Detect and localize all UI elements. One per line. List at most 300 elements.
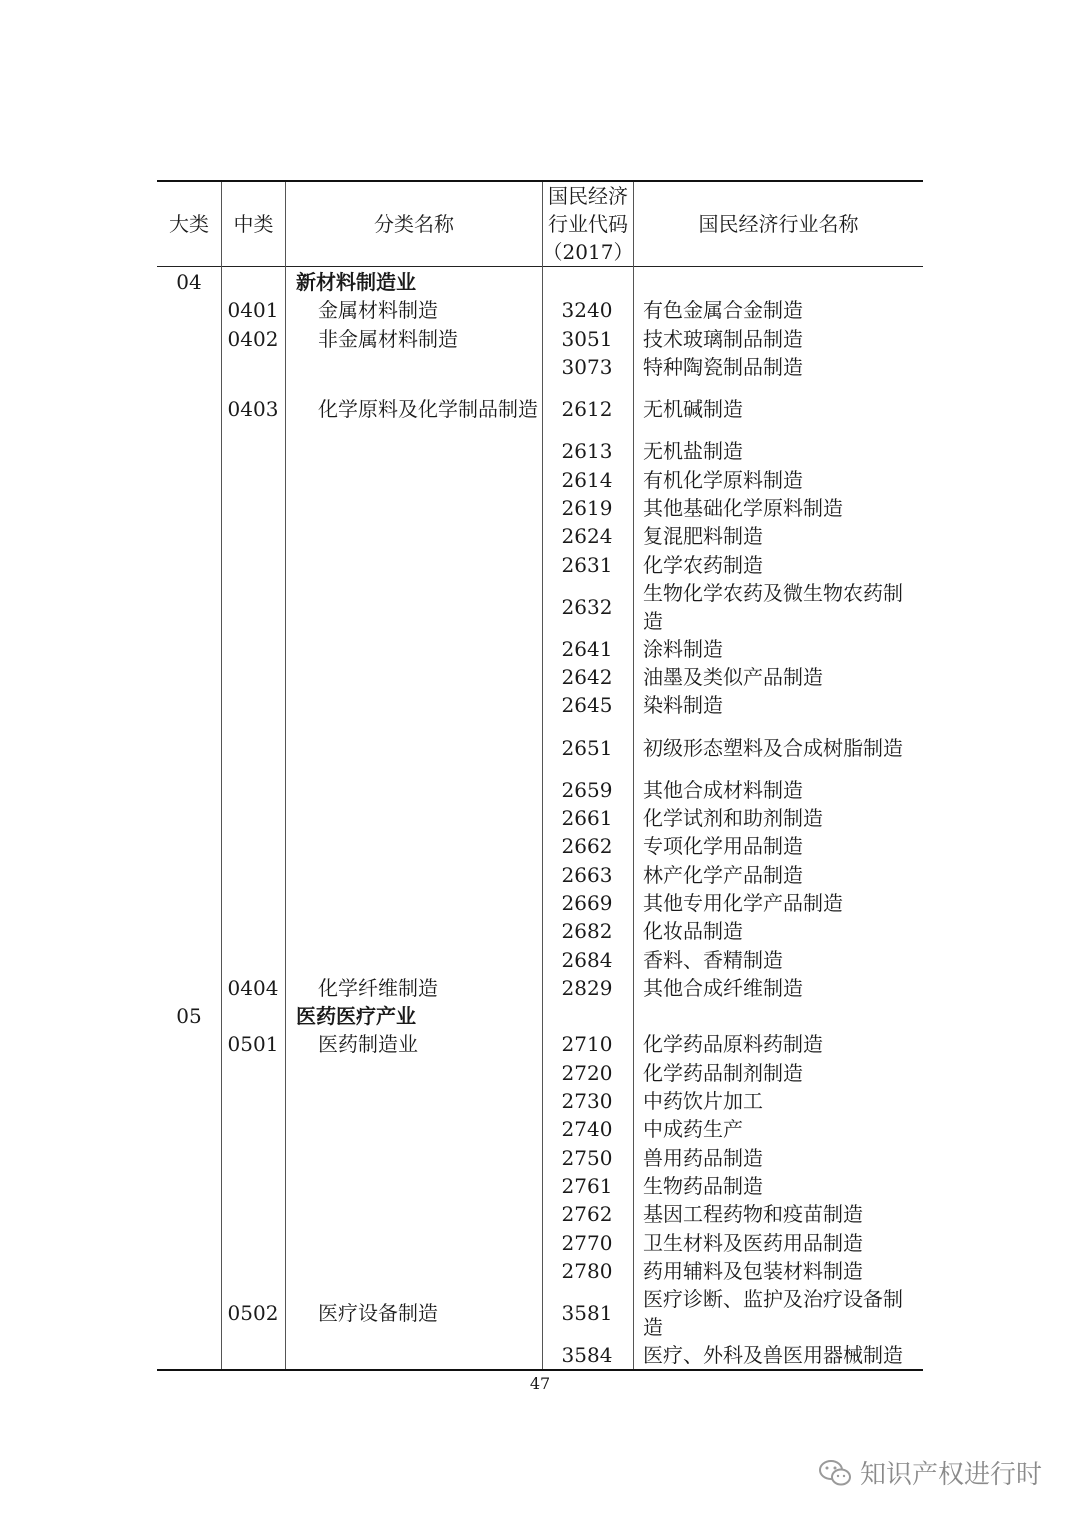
industry-code-cell-text: 2669: [561, 890, 613, 915]
industry-name-cell-text: 无机碱制造: [643, 397, 743, 422]
category-name-cell: [296, 296, 541, 324]
industry-name-cell: [643, 663, 919, 691]
category-name-cell: [296, 889, 541, 917]
industry-code-cell: [547, 550, 627, 578]
industry-code-cell: [547, 776, 627, 804]
table-bottom-rule: [157, 1369, 923, 1371]
category-name-cell: [296, 1059, 541, 1087]
industry-code-cell: [547, 1115, 627, 1143]
industry-name-cell-text: 技术玻璃制品制造: [643, 326, 803, 351]
industry-code-cell: [547, 522, 627, 550]
industry-code-cell: [547, 1172, 627, 1200]
major-code-cell: [157, 579, 221, 635]
major-code-cell: [157, 945, 221, 973]
industry-name-cell: [643, 861, 919, 889]
category-name-cell: [296, 381, 541, 437]
middle-code-cell: [222, 776, 284, 804]
major-code-cell: [157, 804, 221, 832]
major-code-cell: [157, 1115, 221, 1143]
header-code-line3: （2017）: [542, 240, 634, 264]
industry-name-cell: [643, 325, 919, 353]
table-row: [157, 296, 923, 324]
category-name-cell: [296, 1087, 541, 1115]
industry-name-cell-text: 其他专用化学产品制造: [643, 890, 843, 915]
industry-code-cell: [547, 1002, 627, 1030]
major-code-cell: [157, 691, 221, 719]
category-name-cell: [296, 1200, 541, 1228]
industry-code-cell-text: 2651: [561, 735, 613, 760]
industry-code-cell-text: 2780: [561, 1258, 613, 1283]
middle-code-cell: [222, 1285, 284, 1341]
category-name-cell: [296, 325, 541, 353]
middle-code-cell: [222, 720, 284, 776]
middle-code-cell: [222, 1030, 284, 1058]
table-row: [157, 720, 923, 776]
industry-name-cell-text: 有机化学原料制造: [643, 467, 803, 492]
industry-name-cell-text: 无机盐制造: [643, 439, 743, 464]
industry-code-cell-text: 2642: [561, 665, 613, 690]
major-code-cell: [157, 494, 221, 522]
industry-code-cell: [547, 974, 627, 1002]
industry-code-cell-text: 2762: [561, 1202, 613, 1227]
major-code-cell: [157, 381, 221, 437]
industry-name-cell: [643, 917, 919, 945]
major-code-cell: [157, 889, 221, 917]
major-code-cell: [157, 1285, 221, 1341]
category-name-cell: [296, 804, 541, 832]
industry-code-cell-text: 2645: [561, 693, 613, 718]
category-name-cell: [296, 579, 541, 635]
middle-code-cell: [222, 691, 284, 719]
table-row: [157, 1200, 923, 1228]
category-name-cell: [296, 917, 541, 945]
major-code-cell: [157, 1087, 221, 1115]
table-row: [157, 1030, 923, 1058]
industry-code-cell: [547, 663, 627, 691]
industry-name-cell: [643, 804, 919, 832]
table-header-rule: [157, 266, 923, 267]
category-name-cell: [296, 832, 541, 860]
middle-code-cell: [222, 861, 284, 889]
category-name-cell: [296, 691, 541, 719]
industry-code-cell: [547, 720, 627, 776]
industry-name-cell-text: 其他合成材料制造: [643, 777, 803, 802]
category-name-cell: [296, 635, 541, 663]
middle-code-cell-text: 0402: [227, 326, 279, 351]
table-row: [157, 325, 923, 353]
industry-code-cell-text: 2641: [561, 636, 613, 661]
major-code-cell: [157, 268, 221, 296]
table-row: [157, 381, 923, 437]
industry-name-cell: [643, 550, 919, 578]
industry-name-cell-text: 化学试剂和助剂制造: [643, 806, 823, 831]
table-row: [157, 1144, 923, 1172]
industry-code-cell-text: 2750: [561, 1145, 613, 1170]
industry-name-cell-text: 林产化学产品制造: [643, 862, 803, 887]
watermark: [818, 1454, 1042, 1491]
header-major: 大类: [169, 212, 209, 236]
major-code-cell: [157, 861, 221, 889]
industry-code-cell: [547, 832, 627, 860]
category-name-cell: [296, 353, 541, 381]
middle-code-cell: [222, 832, 284, 860]
industry-name-cell: [643, 720, 919, 776]
middle-code-cell: [222, 1144, 284, 1172]
industry-name-cell: [643, 466, 919, 494]
industry-code-cell: [547, 268, 627, 296]
middle-code-cell: [222, 494, 284, 522]
middle-code-cell-text: 0502: [227, 1301, 279, 1325]
table-row: [157, 1059, 923, 1087]
category-name-cell: [296, 974, 541, 1002]
table-row: [157, 466, 923, 494]
middle-code-cell: [222, 268, 284, 296]
industry-name-cell: [643, 1059, 919, 1087]
category-name-cell: [296, 1285, 541, 1341]
major-code-cell: [157, 1341, 221, 1369]
table-row: [157, 1002, 923, 1030]
major-code-cell: [157, 832, 221, 860]
category-name-cell: [296, 663, 541, 691]
table-row: [157, 579, 923, 635]
category-name-cell: [296, 437, 541, 465]
industry-code-cell-text: 2740: [561, 1117, 613, 1142]
middle-code-cell-text: 0404: [227, 975, 279, 1000]
middle-code-cell: [222, 325, 284, 353]
category-name-cell-text: 医药医疗产业: [296, 1004, 416, 1029]
industry-name-cell: [643, 579, 919, 635]
major-code-cell: [157, 325, 221, 353]
industry-code-cell-text: 3073: [561, 355, 613, 380]
industry-code-cell: [547, 861, 627, 889]
industry-name-cell: [643, 296, 919, 324]
industry-name-cell: [643, 776, 919, 804]
middle-code-cell: [222, 1228, 284, 1256]
industry-name-cell-text: 药用辅料及包装材料制造: [643, 1258, 863, 1283]
table-row: [157, 1087, 923, 1115]
industry-name-cell: [643, 1257, 919, 1285]
industry-name-cell: [643, 268, 919, 296]
industry-code-cell: [547, 1030, 627, 1058]
category-name-cell-text: 新材料制造业: [296, 270, 416, 295]
table-row: [157, 522, 923, 550]
header-industry-code: [543, 182, 633, 266]
middle-code-cell: [222, 917, 284, 945]
industry-name-cell: [643, 1115, 919, 1143]
category-name-cell-text: 非金属材料制造: [318, 326, 458, 351]
industry-name-cell-text: 生物化学农药及微生物农药制造: [643, 580, 903, 633]
major-code-cell: [157, 550, 221, 578]
industry-code-cell-text: 2663: [561, 862, 613, 887]
header-industry-name: 国民经济行业名称: [698, 212, 859, 236]
industry-code-cell: [547, 1200, 627, 1228]
category-name-cell: [296, 268, 541, 296]
industry-name-cell-text: 卫生材料及医药用品制造: [643, 1230, 863, 1255]
category-name-cell: [296, 776, 541, 804]
industry-name-cell: [643, 1144, 919, 1172]
major-code-cell: [157, 1002, 221, 1030]
middle-code-cell-text: 0501: [227, 1032, 279, 1057]
middle-code-cell: [222, 1087, 284, 1115]
middle-code-cell: [222, 1341, 284, 1369]
middle-code-cell: [222, 296, 284, 324]
header-code-line2: 行业代码: [548, 212, 628, 236]
table-row: [157, 437, 923, 465]
industry-code-cell: [547, 804, 627, 832]
industry-name-cell: [643, 889, 919, 917]
major-code-cell: [157, 635, 221, 663]
category-name-cell: [296, 1002, 541, 1030]
header-middle: 中类: [233, 212, 274, 236]
industry-name-cell-text: 染料制造: [643, 693, 723, 718]
industry-code-cell: [547, 945, 627, 973]
industry-name-cell: [643, 1172, 919, 1200]
industry-code-cell-text: 2619: [561, 495, 613, 520]
table-row: [157, 494, 923, 522]
industry-code-cell-text: 2612: [561, 397, 613, 422]
industry-code-cell-text: 2730: [561, 1089, 613, 1114]
industry-name-cell: [643, 974, 919, 1002]
industry-name-cell: [643, 1002, 919, 1030]
industry-name-cell-text: 复混肥料制造: [643, 524, 763, 549]
middle-code-cell: [222, 1115, 284, 1143]
major-code-cell: [157, 296, 221, 324]
industry-code-cell-text: 2662: [561, 834, 613, 859]
category-name-cell: [296, 1172, 541, 1200]
industry-code-cell-text: 3240: [561, 298, 613, 323]
industry-code-cell-text: 2770: [561, 1230, 613, 1255]
middle-code-cell: [222, 550, 284, 578]
industry-name-cell-text: 中成药生产: [643, 1117, 743, 1142]
middle-code-cell: [222, 1002, 284, 1030]
industry-name-cell: [643, 1285, 919, 1341]
category-name-cell-text: 金属材料制造: [318, 298, 438, 323]
industry-name-cell-text: 基因工程药物和疫苗制造: [643, 1202, 863, 1227]
table-row: [157, 1115, 923, 1143]
category-name-cell: [296, 1030, 541, 1058]
major-code-cell: [157, 1257, 221, 1285]
industry-code-cell-text: 2614: [561, 467, 613, 492]
industry-code-cell: [547, 579, 627, 635]
industry-code-cell: [547, 296, 627, 324]
table-row: [157, 1228, 923, 1256]
industry-code-cell: [547, 635, 627, 663]
industry-name-cell: [643, 832, 919, 860]
industry-name-cell-text: 香料、香精制造: [643, 947, 783, 972]
category-name-cell: [296, 1341, 541, 1369]
table-row: [157, 974, 923, 1002]
middle-code-cell: [222, 522, 284, 550]
industry-code-cell-text: 3584: [561, 1343, 613, 1368]
watermark-text: 知识产权进行时: [860, 1460, 1043, 1490]
industry-name-cell-text: 其他合成纤维制造: [643, 975, 803, 1000]
header-category-name: 分类名称: [374, 212, 454, 236]
middle-code-cell: [222, 974, 284, 1002]
industry-name-cell: [643, 945, 919, 973]
category-name-cell: [296, 466, 541, 494]
middle-code-cell: [222, 663, 284, 691]
category-name-cell-text: 医疗设备制造: [318, 1301, 438, 1325]
industry-code-cell-text: 2624: [561, 524, 613, 549]
industry-code-cell: [547, 1228, 627, 1256]
industry-name-cell: [643, 1228, 919, 1256]
industry-code-cell-text: 2684: [561, 947, 613, 972]
industry-name-cell-text: 初级形态塑料及合成树脂制造: [643, 735, 903, 760]
middle-code-cell: [222, 1059, 284, 1087]
middle-code-cell-text: 0401: [227, 298, 279, 323]
industry-code-cell-text: 3051: [561, 326, 613, 351]
industry-code-cell: [547, 466, 627, 494]
major-code-cell-text: 05: [176, 1004, 202, 1029]
industry-name-cell-text: 特种陶瓷制品制造: [643, 355, 803, 380]
table-row: [157, 1285, 923, 1341]
industry-name-cell-text: 化妆品制造: [643, 919, 743, 944]
page-number: 47: [529, 1374, 551, 1393]
industry-code-cell: [547, 1341, 627, 1369]
category-name-cell-text: 化学原料及化学制品制造: [318, 397, 538, 422]
major-code-cell: [157, 720, 221, 776]
industry-code-cell-text: 2661: [561, 806, 613, 831]
industry-code-cell: [547, 1257, 627, 1285]
major-code-cell: [157, 1172, 221, 1200]
industry-code-cell-text: 2720: [561, 1060, 613, 1085]
major-code-cell: [157, 522, 221, 550]
table-row: [157, 917, 923, 945]
category-name-cell: [296, 945, 541, 973]
major-code-cell: [157, 1144, 221, 1172]
major-code-cell: [157, 974, 221, 1002]
middle-code-cell-text: 0403: [227, 397, 279, 422]
major-code-cell: [157, 353, 221, 381]
category-name-cell: [296, 720, 541, 776]
category-name-cell: [296, 550, 541, 578]
table-row: [157, 550, 923, 578]
middle-code-cell: [222, 579, 284, 635]
industry-name-cell-text: 化学药品制剂制造: [643, 1060, 803, 1085]
middle-code-cell: [222, 353, 284, 381]
major-code-cell: [157, 917, 221, 945]
industry-code-cell-text: 2631: [561, 552, 613, 577]
industry-name-cell-text: 生物药品制造: [643, 1173, 763, 1198]
industry-code-cell: [547, 437, 627, 465]
category-name-cell: [296, 522, 541, 550]
table-row: [157, 889, 923, 917]
major-code-cell: [157, 1228, 221, 1256]
industry-code-cell-text: 2632: [561, 594, 613, 619]
industry-name-cell: [643, 1087, 919, 1115]
category-name-cell: [296, 1257, 541, 1285]
industry-code-cell: [547, 325, 627, 353]
table-row: [157, 1257, 923, 1285]
middle-code-cell: [222, 381, 284, 437]
industry-code-cell: [547, 917, 627, 945]
middle-code-cell: [222, 889, 284, 917]
industry-code-cell-text: 3581: [561, 1301, 613, 1325]
major-code-cell: [157, 663, 221, 691]
industry-code-cell-text: 2829: [561, 975, 613, 1000]
industry-name-cell: [643, 1341, 919, 1369]
industry-code-cell: [547, 1059, 627, 1087]
industry-code-cell: [547, 1285, 627, 1341]
table-row: [157, 635, 923, 663]
table-row: [157, 663, 923, 691]
industry-name-cell: [643, 381, 919, 437]
middle-code-cell: [222, 1200, 284, 1228]
major-code-cell: [157, 1030, 221, 1058]
industry-name-cell: [643, 522, 919, 550]
table-row: [157, 861, 923, 889]
industry-name-cell-text: 其他基础化学原料制造: [643, 495, 843, 520]
header-code-line1: 国民经济: [548, 184, 628, 208]
industry-name-cell-text: 化学药品原料药制造: [643, 1032, 823, 1057]
middle-code-cell: [222, 1257, 284, 1285]
table-row: [157, 353, 923, 381]
table-row: [157, 1172, 923, 1200]
industry-name-cell-text: 医疗、外科及兽医用器械制造: [643, 1343, 903, 1368]
middle-code-cell: [222, 635, 284, 663]
industry-name-cell-text: 专项化学用品制造: [643, 834, 803, 859]
table-row: [157, 691, 923, 719]
category-name-cell: [296, 861, 541, 889]
industry-name-cell: [643, 691, 919, 719]
industry-name-cell-text: 涂料制造: [643, 636, 723, 661]
industry-code-cell: [547, 381, 627, 437]
major-code-cell: [157, 466, 221, 494]
industry-name-cell: [643, 635, 919, 663]
industry-name-cell: [643, 353, 919, 381]
industry-code-cell: [547, 889, 627, 917]
industry-code-cell: [547, 494, 627, 522]
major-code-cell-text: 04: [176, 270, 202, 295]
industry-code-cell-text: 2682: [561, 919, 613, 944]
major-code-cell: [157, 1200, 221, 1228]
table-row: [157, 804, 923, 832]
table-row: [157, 1341, 923, 1369]
major-code-cell: [157, 437, 221, 465]
table-row: [157, 832, 923, 860]
middle-code-cell: [222, 437, 284, 465]
industry-name-cell-text: 化学农药制造: [643, 552, 763, 577]
middle-code-cell: [222, 804, 284, 832]
industry-code-cell-text: 2710: [561, 1032, 613, 1057]
category-name-cell: [296, 1228, 541, 1256]
industry-name-cell: [643, 437, 919, 465]
industry-code-cell: [547, 353, 627, 381]
industry-name-cell-text: 油墨及类似产品制造: [643, 665, 823, 690]
industry-code-cell: [547, 1144, 627, 1172]
category-name-cell-text: 化学纤维制造: [318, 975, 438, 1000]
table-row: [157, 945, 923, 973]
category-name-cell-text: 医药制造业: [318, 1032, 418, 1057]
industry-code-cell: [547, 1087, 627, 1115]
wechat-icon: [818, 1458, 852, 1488]
industry-name-cell-text: 医疗诊断、监护及治疗设备制造: [643, 1287, 903, 1339]
industry-name-cell-text: 有色金属合金制造: [643, 298, 803, 323]
middle-code-cell: [222, 945, 284, 973]
industry-name-cell: [643, 1200, 919, 1228]
industry-name-cell: [643, 1030, 919, 1058]
industry-name-cell-text: 兽用药品制造: [643, 1145, 763, 1170]
industry-code-cell: [547, 691, 627, 719]
middle-code-cell: [222, 1172, 284, 1200]
table-row: [157, 268, 923, 296]
industry-name-cell-text: 中药饮片加工: [643, 1089, 763, 1114]
table-row: [157, 776, 923, 804]
industry-classification-table: [157, 180, 923, 1373]
industry-name-cell: [643, 494, 919, 522]
middle-code-cell: [222, 466, 284, 494]
category-name-cell: [296, 1144, 541, 1172]
